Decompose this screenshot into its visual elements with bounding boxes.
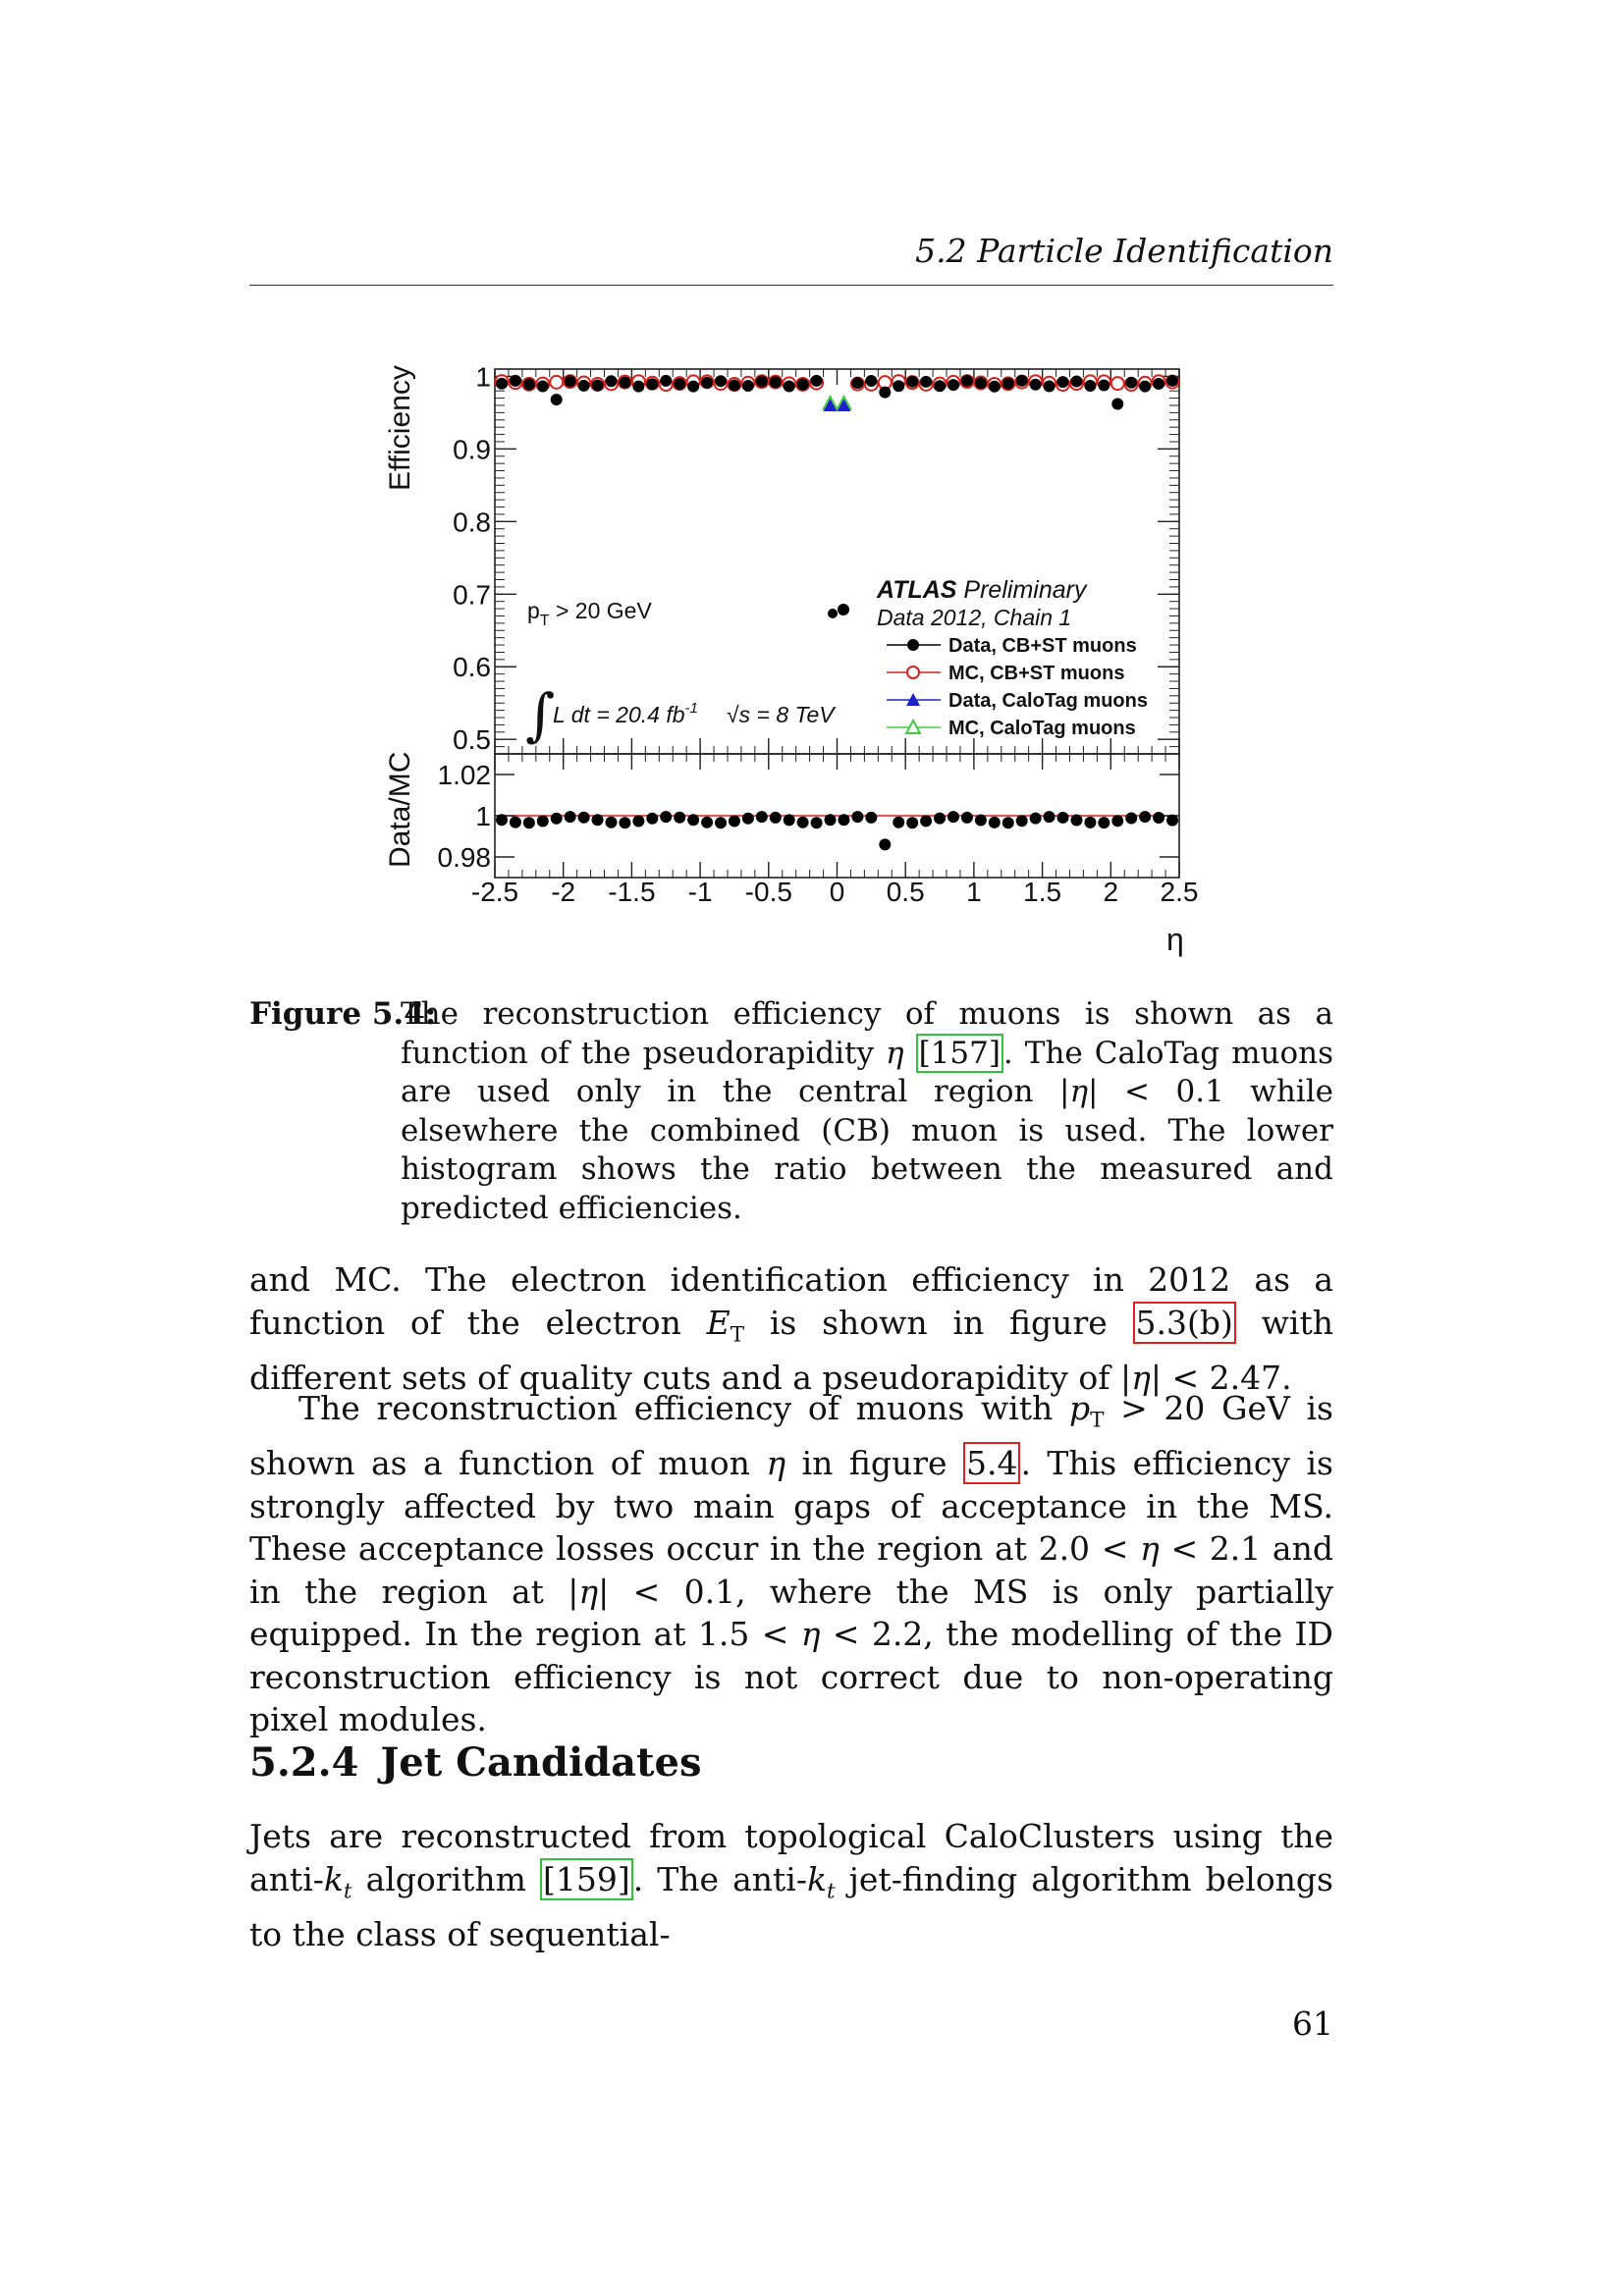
ratio-point bbox=[825, 814, 837, 826]
body-paragraph: Jets are reconstructed from topological CaloClusters using the anti-$k_t$ algorithm [159]. The anti-$k_t$ jet-finding algorithm belongs to the class of sequential- bbox=[249, 1817, 1333, 1953]
ratio-point bbox=[784, 814, 795, 826]
data-cb-point bbox=[893, 380, 904, 392]
x-tick-label: -2 bbox=[551, 877, 576, 907]
data-cb-point bbox=[1070, 376, 1082, 388]
ratio-point bbox=[1111, 815, 1123, 827]
figure-ref-link[interactable]: 5.3(b) bbox=[1133, 1302, 1236, 1344]
data-cb-point bbox=[1111, 399, 1123, 410]
ratio-point bbox=[619, 817, 630, 828]
y-tick-label: 1 bbox=[475, 801, 491, 831]
section-number: 5.2.4 bbox=[249, 1739, 359, 1786]
data-cb-point bbox=[811, 375, 823, 387]
ratio-point bbox=[1016, 815, 1028, 827]
legend-label-data-cb: Data, CB+ST muons bbox=[948, 635, 1137, 657]
data-cb-point bbox=[742, 380, 754, 392]
ratio-point bbox=[687, 814, 699, 826]
data-cb-point bbox=[687, 381, 699, 393]
ratio-point bbox=[961, 812, 973, 824]
caption-label: Figure 5.4: bbox=[249, 996, 437, 1032]
x-axis-title: η bbox=[1166, 922, 1184, 957]
ratio-point bbox=[1098, 817, 1110, 828]
ratio-point bbox=[715, 817, 727, 828]
x-tick-label: 1.5 bbox=[1023, 877, 1062, 907]
data-cb-point bbox=[523, 379, 535, 391]
data-cb-point bbox=[1016, 375, 1028, 387]
caption-text: The reconstruction efficiency of muons is shown as a function of the pseudorapidity η [157]. The CaloTag muons are used only in the central region |η| < 0.1 while elsewhere the combined (CB) muon is used. The lower histogram shows the ratio between the measured and predicted efficiencies. bbox=[401, 996, 1333, 1226]
ratio-point bbox=[674, 812, 685, 824]
data-cb-point bbox=[797, 379, 809, 391]
data-cb-point bbox=[770, 376, 782, 388]
ratio-point bbox=[605, 817, 617, 828]
data-cb-point bbox=[646, 378, 658, 390]
ratio-point bbox=[838, 814, 849, 826]
legend-label-mc-calotag: MC, CaloTag muons bbox=[948, 718, 1136, 739]
data-cb-point bbox=[496, 378, 508, 390]
citation-link[interactable]: [157] bbox=[916, 1034, 1003, 1073]
ratio-point bbox=[578, 812, 590, 824]
ratio-point bbox=[551, 813, 563, 825]
x-tick-label: -1.5 bbox=[608, 877, 656, 907]
data-cb-point bbox=[961, 375, 973, 387]
ratio-point bbox=[879, 838, 891, 850]
figure-ref-link[interactable]: 5.4 bbox=[963, 1442, 1020, 1484]
data-cb-point bbox=[660, 375, 672, 387]
ratio-point bbox=[729, 815, 740, 827]
ratio-point bbox=[1084, 817, 1096, 828]
y-tick-label: 0.6 bbox=[453, 652, 491, 683]
page-number: 61 bbox=[1292, 2004, 1333, 2043]
data-cb-point bbox=[1166, 375, 1178, 387]
y-tick-label: 0.9 bbox=[453, 434, 491, 465]
ratio-point bbox=[660, 811, 672, 823]
data-cb-point bbox=[565, 375, 576, 387]
citation-link[interactable]: [159] bbox=[540, 1858, 633, 1900]
y-tick-label: 0.98 bbox=[437, 842, 491, 873]
data-cb-point bbox=[1125, 377, 1137, 389]
energy-label: √s = 8 TeV bbox=[727, 702, 835, 727]
data-cb-point bbox=[674, 378, 685, 390]
data-cb-point bbox=[1057, 376, 1069, 388]
ratio-point bbox=[1125, 813, 1137, 825]
legend-label-data-calotag: Data, CaloTag muons bbox=[948, 690, 1148, 712]
data-cb-point bbox=[1084, 380, 1096, 392]
data-cb-point bbox=[551, 394, 563, 405]
legend-marker-data-cb bbox=[907, 639, 919, 651]
data-cb-point bbox=[510, 375, 521, 387]
data-cb-point bbox=[729, 380, 740, 392]
data-cb-point bbox=[592, 380, 604, 392]
x-tick-label: 2.5 bbox=[1160, 877, 1199, 907]
data-cb-point bbox=[1030, 379, 1042, 391]
ratio-point bbox=[797, 817, 809, 828]
ratio-point bbox=[1139, 811, 1151, 823]
data-cb-point bbox=[947, 379, 959, 391]
y-axis-title-ratio: Data/MC bbox=[384, 751, 416, 868]
x-tick-label: 0.5 bbox=[886, 877, 925, 907]
legend-marker-mc-cb bbox=[907, 667, 919, 678]
luminosity-label: L dt = 20.4 $fb^{-1}$ bbox=[553, 700, 698, 727]
y-axis-title-efficiency: Efficiency bbox=[384, 365, 416, 491]
stray-marker bbox=[828, 609, 838, 618]
ratio-point bbox=[811, 817, 823, 828]
data-cb-point bbox=[537, 381, 549, 393]
data-cb-point bbox=[1002, 378, 1014, 390]
data-cb-point bbox=[989, 381, 1001, 393]
ratio-point bbox=[646, 813, 658, 825]
ratio-point bbox=[865, 812, 877, 824]
data-cb-point bbox=[784, 380, 795, 392]
ratio-point bbox=[947, 811, 959, 823]
ratio-point bbox=[770, 812, 782, 824]
ratio-point bbox=[906, 817, 918, 828]
ratio-point bbox=[565, 811, 576, 823]
ratio-point bbox=[523, 817, 535, 828]
data-cb-point bbox=[1139, 381, 1151, 393]
body-paragraph: The reconstruction efficiency of muons with $p_T > 20$ GeV is shown as a function of muon η in figure 5.4. This efficiency is strongly affected by two main gaps of acceptance in the MS. These acceptance losses occur in the region at 2.0 < η < 2.1 and in the region at |η| < 0.1, where the MS is only partially equipped. In the region at 1.5 < η < 2.2, the modelling of the ID reconstruction efficiency is not correct due to non-operating pixel modules. bbox=[249, 1389, 1334, 1739]
ratio-point bbox=[1030, 813, 1042, 825]
pt-cut-label: $p_T > 20$ GeV bbox=[527, 598, 652, 629]
ratio-point bbox=[1153, 812, 1164, 824]
ratio-point bbox=[756, 811, 768, 823]
section-heading bbox=[249, 1739, 701, 1786]
ratio-point bbox=[975, 814, 987, 826]
efficiency-figure bbox=[0, 0, 1624, 982]
x-tick-label: 0 bbox=[829, 877, 845, 907]
data-cb-point bbox=[975, 377, 987, 389]
data-cb-point bbox=[578, 380, 590, 392]
ratio-point bbox=[920, 815, 932, 827]
stray-marker bbox=[838, 604, 849, 615]
ratio-point bbox=[742, 813, 754, 825]
ratio-point bbox=[632, 815, 644, 827]
data-cb-point bbox=[851, 377, 863, 389]
y-tick-label: 0.5 bbox=[453, 724, 491, 756]
ratio-point bbox=[989, 817, 1001, 828]
data-cb-point bbox=[632, 381, 644, 393]
dataset-label: Data 2012, Chain 1 bbox=[877, 605, 1072, 630]
ratio-point bbox=[1002, 817, 1014, 828]
data-cb-point bbox=[865, 375, 877, 387]
data-cb-point bbox=[605, 375, 617, 387]
y-tick-label: 0.7 bbox=[453, 579, 491, 611]
x-tick-label: -1 bbox=[687, 877, 713, 907]
data-cb-point bbox=[1098, 379, 1110, 391]
ratio-point bbox=[851, 811, 863, 823]
y-tick-label: 1 bbox=[475, 361, 491, 393]
data-cb-point bbox=[1044, 380, 1056, 392]
data-cb-point bbox=[879, 387, 891, 399]
y-tick-label: 0.8 bbox=[453, 507, 491, 538]
data-cb-point bbox=[701, 377, 713, 389]
ratio-point bbox=[496, 814, 508, 826]
ratio-point bbox=[1070, 815, 1082, 827]
body-paragraph: and MC. The electron identification efficiency in 2012 as a function of the electron $E_T$ is shown in figure 5.3(b) with different sets of quality cuts and a pseudorapidity of |η| < 2.47. bbox=[249, 1260, 1333, 1397]
y-tick-label: 1.02 bbox=[437, 760, 491, 790]
ratio-point bbox=[934, 813, 946, 825]
ratio-point bbox=[1057, 812, 1069, 824]
legend-label-mc-cb: MC, CB+ST muons bbox=[948, 663, 1125, 684]
x-tick-label: -2.5 bbox=[470, 877, 519, 907]
ratio-point bbox=[893, 817, 904, 828]
data-cb-point bbox=[1153, 378, 1164, 390]
x-tick-label: -0.5 bbox=[744, 877, 792, 907]
data-cb-point bbox=[715, 375, 727, 387]
mc-cb-point bbox=[550, 376, 563, 389]
data-cb-point bbox=[920, 376, 932, 388]
section-title: Jet Candidates bbox=[380, 1739, 702, 1786]
atlas-label: ATLAS Preliminary bbox=[877, 576, 1087, 604]
x-tick-label: 1 bbox=[966, 877, 982, 907]
x-tick-label: 2 bbox=[1103, 877, 1119, 907]
data-cb-point bbox=[906, 376, 918, 388]
ratio-point bbox=[592, 814, 604, 826]
figure-caption bbox=[249, 995, 1333, 1228]
ratio-point bbox=[1044, 811, 1056, 823]
mc-cb-point bbox=[1111, 377, 1124, 390]
running-head: 5.2 Particle Identification bbox=[915, 232, 1333, 270]
ratio-point bbox=[1166, 815, 1178, 827]
ratio-point bbox=[701, 817, 713, 828]
legend bbox=[887, 635, 1148, 739]
data-cb-point bbox=[619, 377, 630, 389]
ratio-point bbox=[537, 816, 549, 828]
data-cb-point bbox=[934, 380, 946, 392]
integral-sign: ∫ bbox=[525, 681, 556, 748]
data-cb-point bbox=[756, 376, 768, 388]
ratio-point bbox=[510, 817, 521, 828]
